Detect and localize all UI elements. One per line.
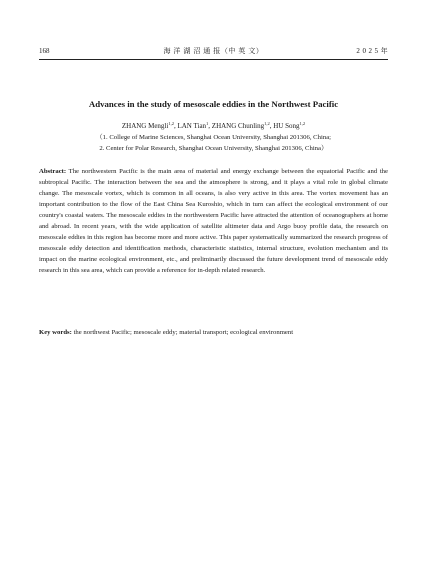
- page-number: 168: [39, 47, 50, 55]
- keywords-label: Key words:: [39, 329, 72, 336]
- header-rule: [39, 59, 388, 60]
- running-header: [39, 46, 388, 57]
- author-separator: ,: [208, 122, 212, 130]
- author-affiliation-mark: 1,2: [168, 121, 174, 126]
- abstract-label: Abstract:: [39, 168, 67, 175]
- affiliation-line: 2. Center for Polar Research, Shanghai Ocean University, Shanghai 201306, China）: [99, 145, 328, 152]
- author-affiliation-mark: 1,2: [264, 121, 270, 126]
- author-name: LAN Tian: [177, 122, 207, 130]
- abstract-text: The northwestern Pacific is the main area of material and energy exchange between the equatorial Pacific and the subtropical Pacific. The interaction between the sea and the atmosphere is strong, and it plays a vital role in global climate change. The mesoscale vortex, which is common in all oceans, is also very active in this area. The vortex movement has an important contribution to the flow of the East China Sea Kuroshio, which in turn can affect the ecological environment of our country's coastal waters. The mesoscale eddies in the northwestern Pacific have attracted the attention of oceanographers at home and abroad. In recent years, with the wide application of satellite altimeter data and Argo buoy profile data, the research on mesoscale eddies in this region has become more and more active. This paper systematically summarized the research progress of mesoscale eddy detection and identification methods, characteristic statistics, internal structure, evolution mechanism and its impact on the marine ecological environment, etc., and preliminarily discussed the future development trend of mesoscale eddy research in this sea area, which can provide a reference for in-depth related research.: [39, 168, 388, 274]
- author-list: [39, 121, 388, 131]
- author-separator: ,: [173, 122, 178, 130]
- publication-year: 2 0 2 5 年: [356, 47, 388, 55]
- author-affiliation-mark: 1,2: [299, 121, 306, 126]
- author-name: ZHANG Mengli: [121, 122, 169, 130]
- keywords-text: the northwest Pacific; mesoscale eddy; material transport; ecological environment: [71, 329, 294, 336]
- keywords-paragraph: [39, 327, 388, 338]
- author-affiliation-mark: 1: [206, 121, 209, 126]
- affiliation-line: （1. College of Marine Sciences, Shanghai Ocean University, Shanghai 201306, China;: [95, 134, 332, 141]
- abstract-paragraph: [39, 166, 388, 276]
- author-name: HU Song: [273, 122, 300, 130]
- author-separator: ,: [269, 122, 274, 130]
- author-name: ZHANG Chunling: [211, 122, 265, 130]
- paper-title: Advances in the study of mesoscale eddies in the Northwest Pacific: [88, 99, 339, 109]
- journal-name: 海 洋 湖 沼 通 报（中 英 文）: [163, 47, 264, 55]
